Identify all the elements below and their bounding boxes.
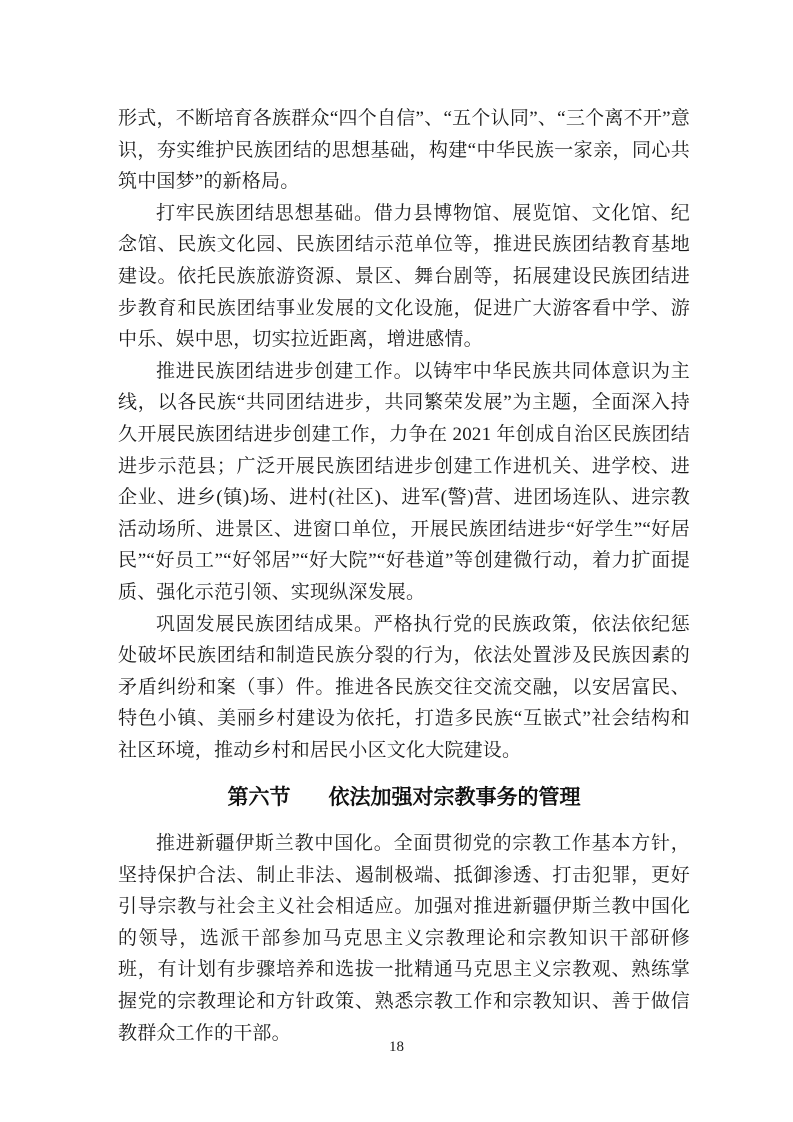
paragraph: 巩固发展民族团结成果。严格执行党的民族政策，依法依纪惩处破坏民族团结和制造民族分裂的行为，依法处置涉及民族因素的矛盾纠纷和案（事）件。推进各民族交往交流交融，以安居富民、特色小镇、美丽乡村建设为依托，打造多民族“互嵌式”社会结构和社区环境，推动乡村和居民小区文化大院建设。 xyxy=(118,613,690,761)
section-heading xyxy=(118,782,690,814)
body-text xyxy=(118,103,690,1049)
paragraph: 推进民族团结进步创建工作。以铸牢中华民族共同体意识为主线，以各民族“共同团结进步，共同繁荣发展”为主题，全面深入持久开展民族团结进步创建工作，力争在 2021 年创成自治区民族团结进步示范县；广泛开展民族团结进步创建工作进机关、进学校、进企业、进乡(镇)场、进村(社区)、进军(警)营、进团场连队、进宗教活动场所、进景区、进窗口单位，开展民族团结进步“好学生”“好居民”“好员工”“好邻居”“好大院”“好巷道”等创建微行动，着力扩面提质、强化示范引领、实现纵深发展。 xyxy=(118,360,690,603)
page-number: 18 xyxy=(389,1039,404,1055)
paragraph: 推进新疆伊斯兰教中国化。全面贯彻党的宗教工作基本方针，坚持保护合法、制止非法、遏制极端、抵御渗透、打击犯罪，更好引导宗教与社会主义社会相适应。加强对推进新疆伊斯兰教中国化的领导，选派干部参加马克思主义宗教理论和宗教知识干部研修班，有计划有步骤培养和选拔一批精通马克思主义宗教观、熟练掌握党的宗教理论和方针政策、熟悉宗教工作和宗教知识、善于做信教群众工作的干部。 xyxy=(118,833,690,1044)
section-title: 依法加强对宗教事务的管理 xyxy=(328,786,581,810)
paragraph: 打牢民族团结思想基础。借力县博物馆、展览馆、文化馆、纪念馆、民族文化园、民族团结示范单位等，推进民族团结教育基地建设。依托民族旅游资源、景区、舞台剧等，拓展建设民族团结进步教育和民族团结事业发展的文化设施，促进广大游客看中学、游中乐、娱中思，切实拉近距离，增进感情。 xyxy=(118,202,690,351)
paragraph-continuation: 形式，不断培育各族群众“四个自信”、“五个认同”、“三个离不开”意识，夯实维护民族团结的思想基础，构建“中华民族一家亲，同心共筑中国梦”的新格局。 xyxy=(118,108,690,193)
section-number: 第六节 xyxy=(227,786,291,810)
